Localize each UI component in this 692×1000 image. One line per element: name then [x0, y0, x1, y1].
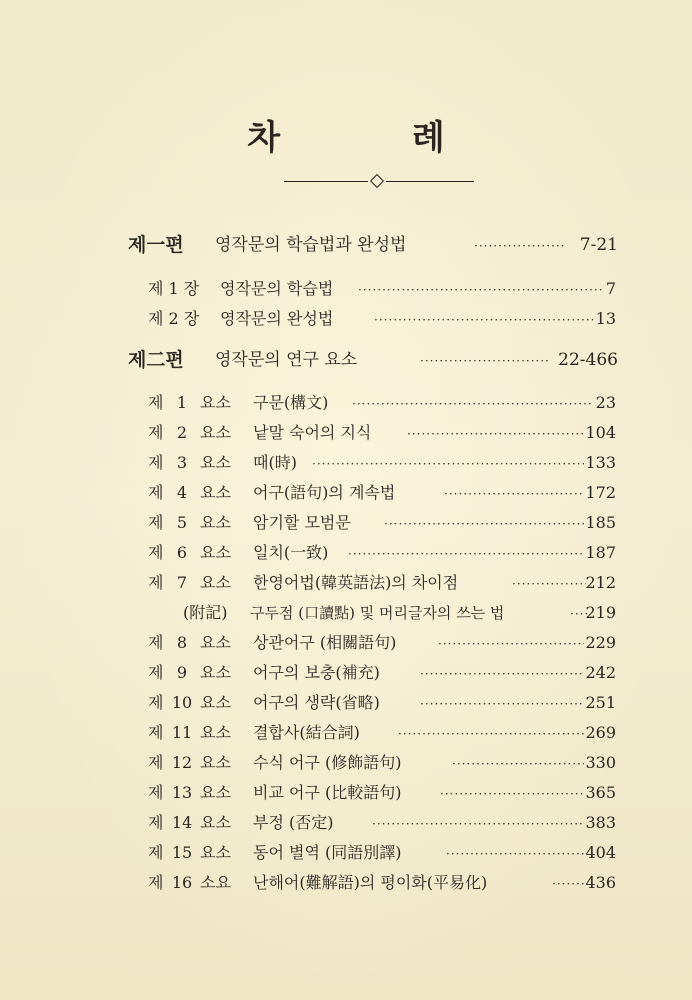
toc-element-10[interactable] [0, 690, 692, 716]
toc-element-3[interactable] [0, 450, 692, 476]
toc-element-15[interactable] [0, 840, 692, 866]
dot-leader [440, 780, 584, 806]
dot-leader [444, 480, 584, 506]
element-title: 어구(語句)의 계속법 [253, 483, 396, 502]
element-number: 9 [176, 663, 188, 682]
element-number: 7 [176, 573, 188, 592]
toc-element-7[interactable] [0, 570, 692, 596]
element-unit: 요소 [200, 843, 231, 862]
dot-leader [512, 570, 586, 596]
toc-element-1[interactable] [0, 390, 692, 416]
element-prefix: 제 [148, 573, 164, 592]
element-number: 11 [171, 723, 193, 742]
dot-leader [446, 840, 584, 866]
element-number: 4 [176, 483, 188, 502]
dot-leader [420, 660, 584, 686]
element-prefix: 제 [148, 543, 164, 562]
dot-leader [420, 347, 550, 373]
dot-leader [552, 870, 584, 896]
dot-leader [420, 690, 584, 716]
part-label: 제二편 [128, 349, 184, 371]
dot-leader [384, 510, 584, 536]
toc-appendix[interactable] [0, 600, 692, 626]
dot-leader [348, 540, 584, 566]
element-title: 수식 어구 (修飾語句) [253, 753, 402, 772]
element-prefix: 제 [148, 843, 164, 862]
element-title: 한영어법(韓英語法)의 차이점 [253, 573, 459, 592]
element-number: 2 [176, 423, 188, 442]
part-label: 제一편 [128, 234, 184, 256]
element-prefix: 제 [148, 663, 164, 682]
element-number: 12 [171, 753, 193, 772]
toc-element-6[interactable] [0, 540, 692, 566]
toc-element-5[interactable] [0, 510, 692, 536]
element-title: 때(時) [253, 453, 297, 472]
element-number: 10 [171, 693, 193, 712]
page-range: 7-21 [579, 235, 618, 255]
dot-leader [374, 306, 596, 332]
page-range: 22-466 [558, 350, 618, 370]
title-ornament [284, 172, 474, 192]
element-prefix: 제 [148, 753, 164, 772]
element-title: 구문(構文) [253, 393, 329, 412]
element-prefix: 제 [148, 633, 164, 652]
page-number: 269 [585, 723, 616, 742]
page-number: 7 [605, 279, 616, 298]
element-number: 16 [171, 873, 193, 892]
diamond-icon [370, 174, 384, 188]
element-number: 5 [176, 513, 188, 532]
element-prefix: 제 [148, 723, 164, 742]
element-unit: 요소 [200, 813, 231, 832]
chapter-label: 제 2 장 [148, 309, 200, 328]
element-unit: 요소 [200, 723, 231, 742]
toc-part-2[interactable] [0, 347, 692, 373]
page-number: 251 [585, 693, 616, 712]
toc-element-13[interactable] [0, 780, 692, 806]
element-unit: 요소 [200, 573, 231, 592]
page-number: 219 [585, 603, 616, 622]
element-unit: 요소 [200, 453, 231, 472]
appendix-title: 구두점 (口讀點) 및 머리글자의 쓰는 법 [250, 604, 505, 622]
element-unit: 요소 [200, 663, 231, 682]
element-title: 결합사(結合詞) [253, 723, 360, 742]
element-unit: 요소 [200, 513, 231, 532]
element-title: 상관어구 (相關語句) [253, 633, 397, 652]
element-unit: 요소 [200, 393, 231, 412]
dot-leader [398, 720, 584, 746]
page-number: 212 [585, 573, 616, 592]
toc-chapter-1[interactable] [0, 276, 692, 302]
element-title: 부정 (否定) [253, 813, 334, 832]
dot-leader [438, 630, 584, 656]
element-unit: 요소 [200, 783, 231, 802]
toc-element-4[interactable] [0, 480, 692, 506]
dot-leader [372, 810, 584, 836]
page-number: 383 [585, 813, 616, 832]
element-unit: 요소 [200, 483, 231, 502]
element-number: 6 [176, 543, 188, 562]
element-prefix: 제 [148, 513, 164, 532]
element-number: 14 [171, 813, 193, 832]
toc-element-12[interactable] [0, 750, 692, 776]
element-number: 15 [171, 843, 193, 862]
toc-element-9[interactable] [0, 660, 692, 686]
dot-leader [352, 390, 592, 416]
element-number: 13 [171, 783, 193, 802]
element-prefix: 제 [148, 693, 164, 712]
page-number: 13 [595, 309, 616, 328]
dot-leader [474, 232, 566, 258]
page-number: 133 [585, 453, 616, 472]
page-number: 187 [585, 543, 616, 562]
element-title: 어구의 생략(省略) [253, 693, 380, 712]
toc-part-1[interactable] [0, 232, 692, 258]
dot-leader [358, 276, 604, 302]
element-prefix: 제 [148, 783, 164, 802]
part-title: 영작문의 학습법과 완성법 [215, 235, 407, 255]
page-number: 172 [585, 483, 616, 502]
element-prefix: 제 [148, 873, 164, 892]
part-title: 영작문의 연구 요소 [215, 350, 358, 370]
toc-chapter-2[interactable] [0, 306, 692, 332]
chapter-label: 제 1 장 [148, 279, 200, 298]
element-prefix: 제 [148, 393, 164, 412]
toc-element-11[interactable] [0, 720, 692, 746]
element-number: 8 [176, 633, 188, 652]
element-unit: 요소 [200, 543, 231, 562]
element-prefix: 제 [148, 483, 164, 502]
element-unit: 요소 [200, 753, 231, 772]
element-unit: 요소 [200, 633, 231, 652]
dot-leader [452, 750, 584, 776]
ornament-rule-right [386, 181, 474, 182]
dot-leader [312, 450, 584, 476]
element-prefix: 제 [148, 813, 164, 832]
page-number: 23 [595, 393, 616, 412]
toc-element-2[interactable] [0, 420, 692, 446]
page-number: 404 [585, 843, 616, 862]
page-title: 차 례 [247, 118, 505, 158]
element-number: 1 [176, 393, 188, 412]
element-title: 암기할 모범문 [253, 513, 351, 532]
element-unit: 소요 [200, 873, 231, 892]
element-number: 3 [176, 453, 188, 472]
dot-leader [407, 420, 585, 446]
element-title: 일치(一致) [253, 543, 329, 562]
element-prefix: 제 [148, 453, 164, 472]
page-number: 242 [585, 663, 616, 682]
element-title: 낱말 숙어의 지식 [253, 423, 372, 442]
element-title: 동어 별역 (同語別譯) [253, 843, 402, 862]
chapter-title: 영작문의 완성법 [220, 309, 334, 328]
toc-element-16[interactable] [0, 870, 692, 896]
page-number: 330 [585, 753, 616, 772]
page-number: 185 [585, 513, 616, 532]
chapter-title: 영작문의 학습법 [220, 279, 334, 298]
element-title: 비교 어구 (比較語句) [253, 783, 402, 802]
element-unit: 요소 [200, 423, 231, 442]
page-number: 365 [585, 783, 616, 802]
toc-element-14[interactable] [0, 810, 692, 836]
appendix-label: (附記) [183, 603, 228, 622]
ornament-rule-left [284, 181, 368, 182]
page-number: 436 [585, 873, 616, 892]
element-title: 난해어(難解語)의 평이화(平易化) [253, 873, 488, 892]
element-prefix: 제 [148, 423, 164, 442]
element-unit: 요소 [200, 693, 231, 712]
page-number: 104 [585, 423, 616, 442]
toc-element-8[interactable] [0, 630, 692, 656]
page-number: 229 [585, 633, 616, 652]
element-title: 어구의 보충(補充) [253, 663, 380, 682]
